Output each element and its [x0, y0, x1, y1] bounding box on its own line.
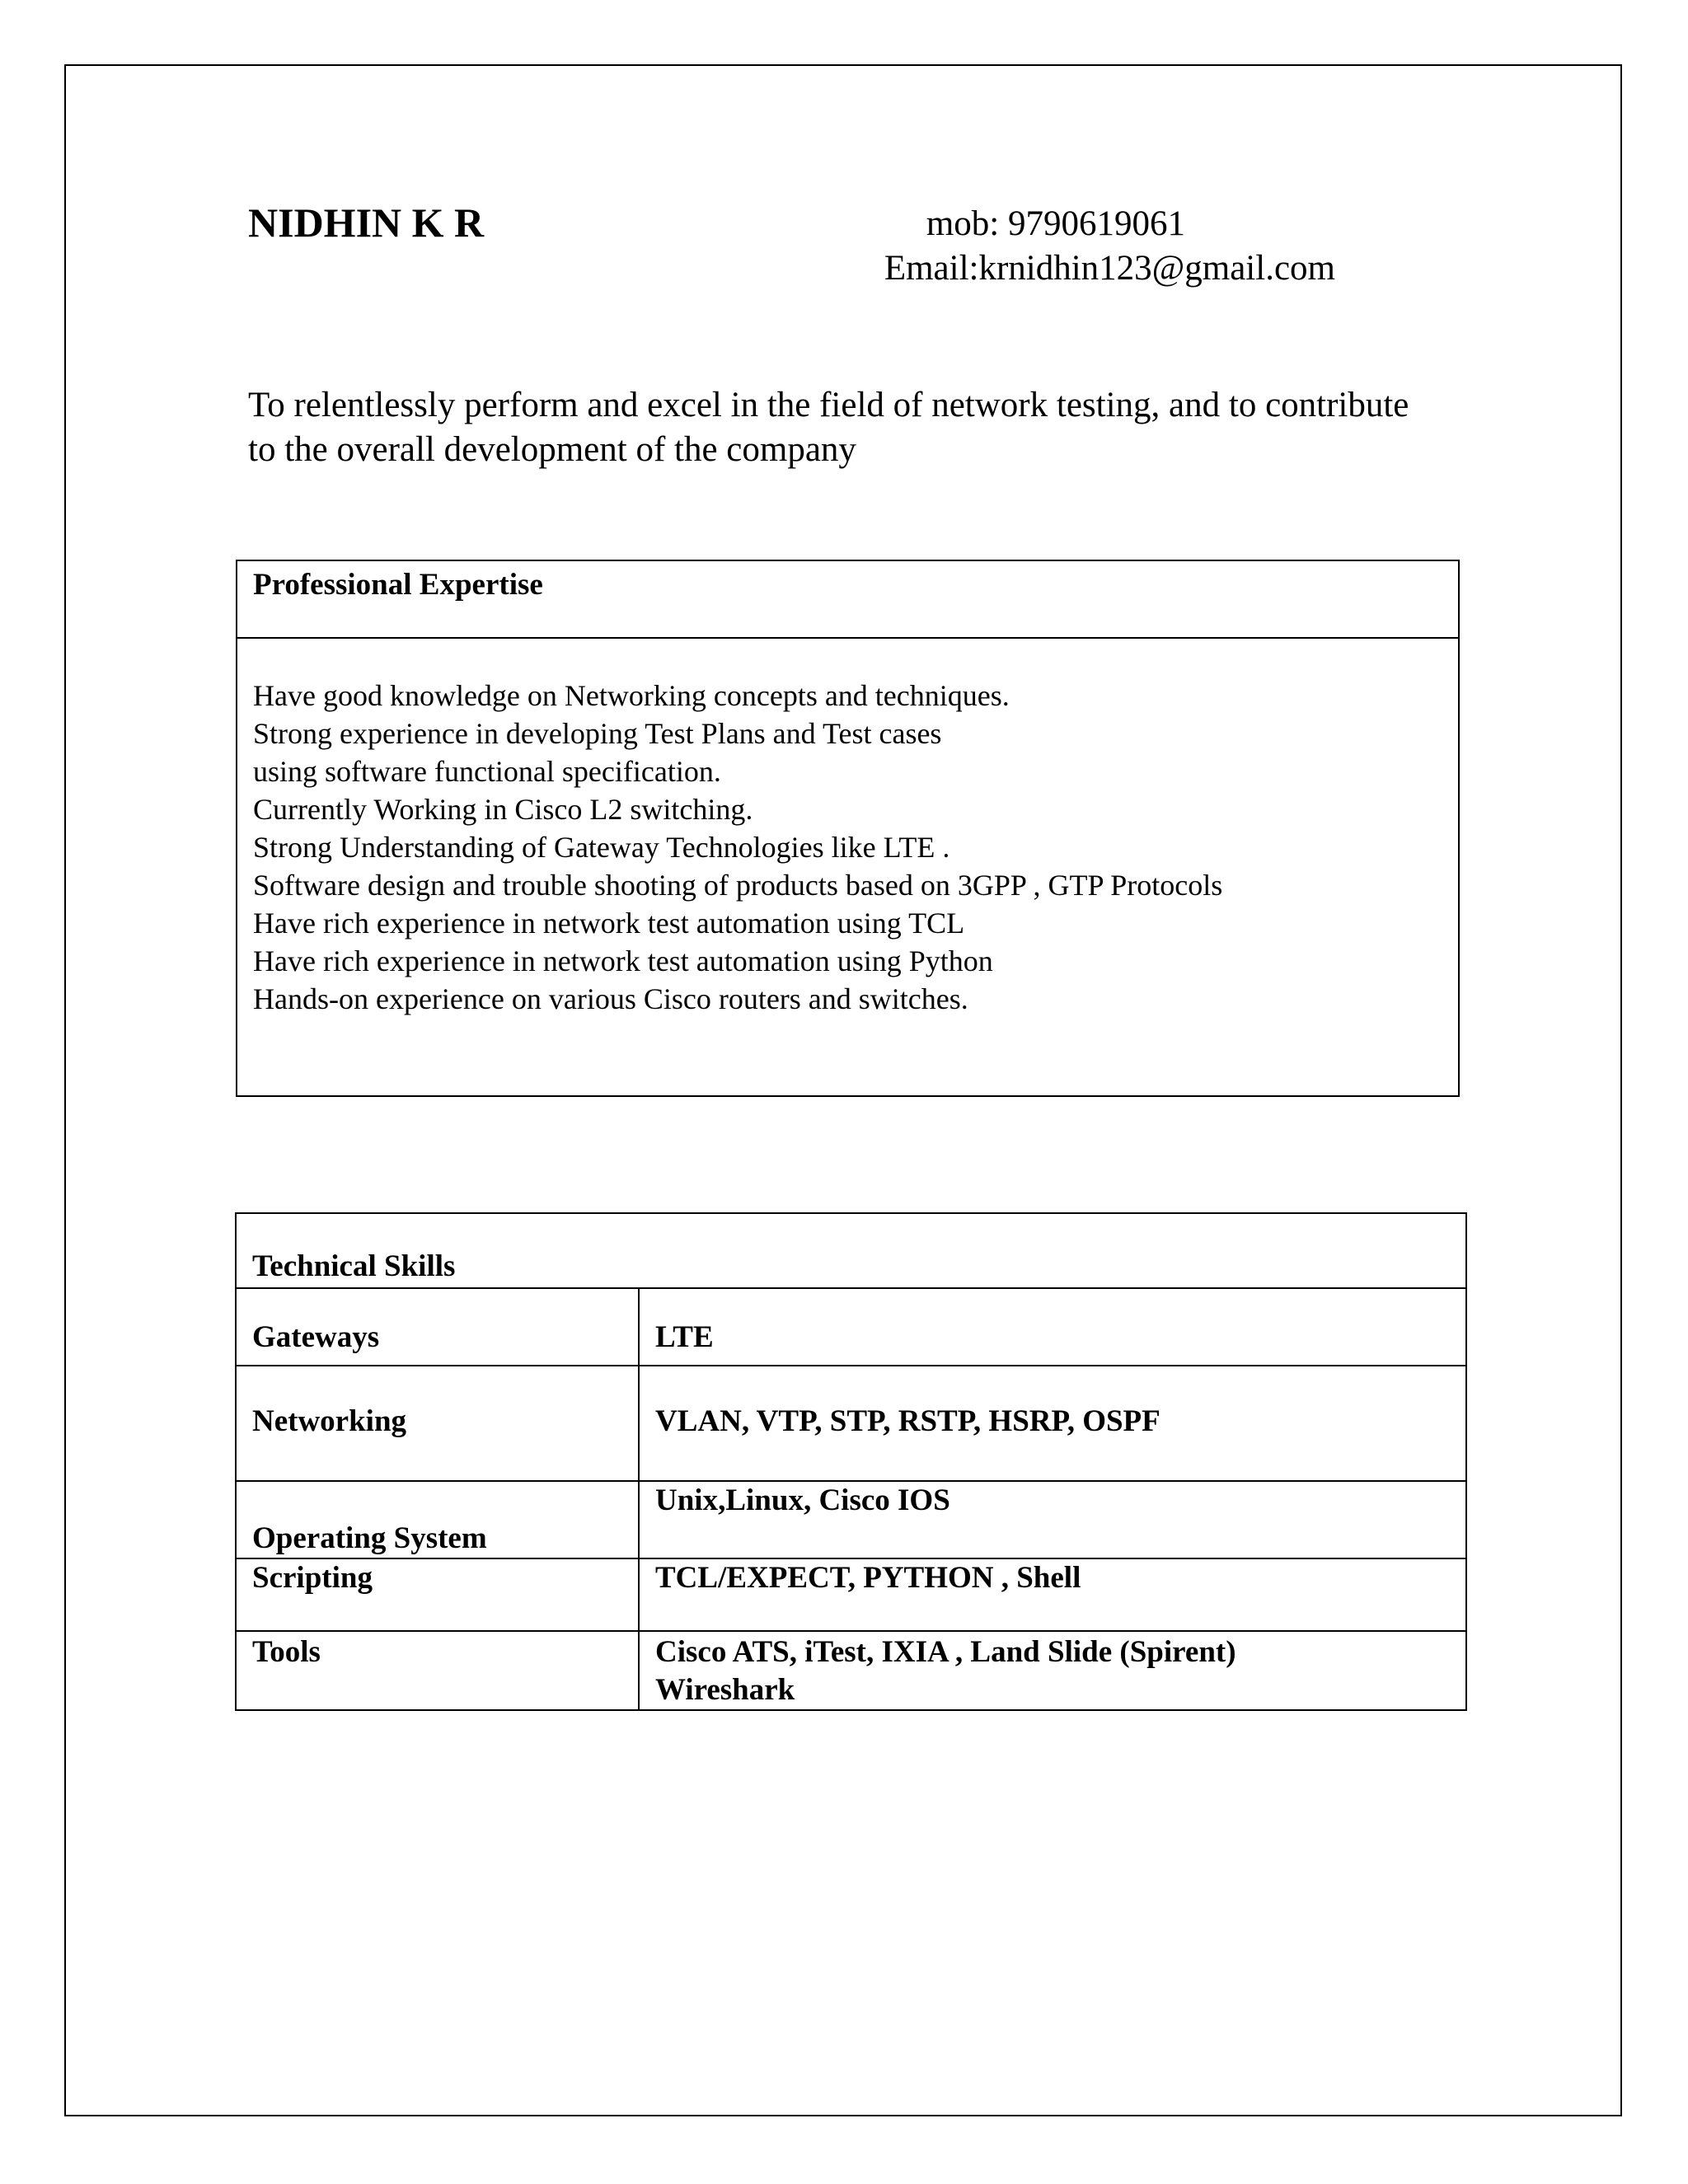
table-row — [237, 1559, 1465, 1632]
expertise-item: Strong Understanding of Gateway Technologies like LTE . — [253, 831, 950, 864]
professional-expertise-title: Professional Expertise — [237, 561, 1458, 639]
expertise-item: Software design and trouble shooting of products based on 3GPP , GTP Protocols — [253, 869, 1223, 902]
expertise-list — [237, 639, 1458, 1018]
candidate-name: NIDHIN K R — [248, 199, 485, 246]
expertise-item: Currently Working in Cisco L2 switching. — [253, 793, 753, 826]
skill-value-multiline — [640, 1632, 1465, 1709]
skill-category: Gateways — [237, 1289, 640, 1365]
skill-value: TCL/EXPECT, PYTHON , Shell — [655, 1561, 1081, 1595]
skill-category: Networking — [237, 1366, 640, 1480]
email-address: Email:krnidhin123@gmail.com — [884, 249, 1335, 288]
skill-value: Cisco ATS, iTest, IXIA , Land Slide (Spirent) — [655, 1635, 1236, 1669]
skill-category: Scripting — [237, 1559, 640, 1630]
table-row — [237, 1366, 1465, 1482]
skill-value: Unix,Linux, Cisco IOS — [655, 1483, 950, 1517]
mobile-number: mob: 9790619061 — [926, 204, 1185, 243]
expertise-item: Have good knowledge on Networking concepts and techniques. — [253, 679, 1010, 712]
expertise-item: Strong experience in developing Test Plans and Test cases — [253, 717, 942, 750]
professional-expertise-box — [236, 560, 1460, 1097]
expertise-item: Have rich experience in network test automation using Python — [253, 944, 993, 977]
skill-category: Operating System — [237, 1482, 640, 1558]
career-objective: To relentlessly perform and excel in the field of network testing, and to contribute to the overall development of the company — [248, 386, 1409, 469]
expertise-item: using software functional specification. — [253, 755, 721, 788]
skill-value: VLAN, VTP, STP, RSTP, HSRP, OSPF — [655, 1404, 1160, 1438]
skill-value-line2: Wireshark — [655, 1673, 795, 1707]
skill-value: LTE — [655, 1320, 714, 1354]
contact-block — [884, 202, 1335, 291]
skill-category: Tools — [237, 1632, 640, 1709]
table-row — [237, 1482, 1465, 1559]
technical-skills-title: Technical Skills — [237, 1214, 1465, 1289]
table-row — [237, 1289, 1465, 1366]
technical-skills-table — [235, 1212, 1467, 1711]
expertise-item: Hands-on experience on various Cisco routers and switches. — [253, 982, 968, 1015]
expertise-item: Have rich experience in network test automation using TCL — [253, 907, 965, 940]
table-row — [237, 1632, 1465, 1709]
